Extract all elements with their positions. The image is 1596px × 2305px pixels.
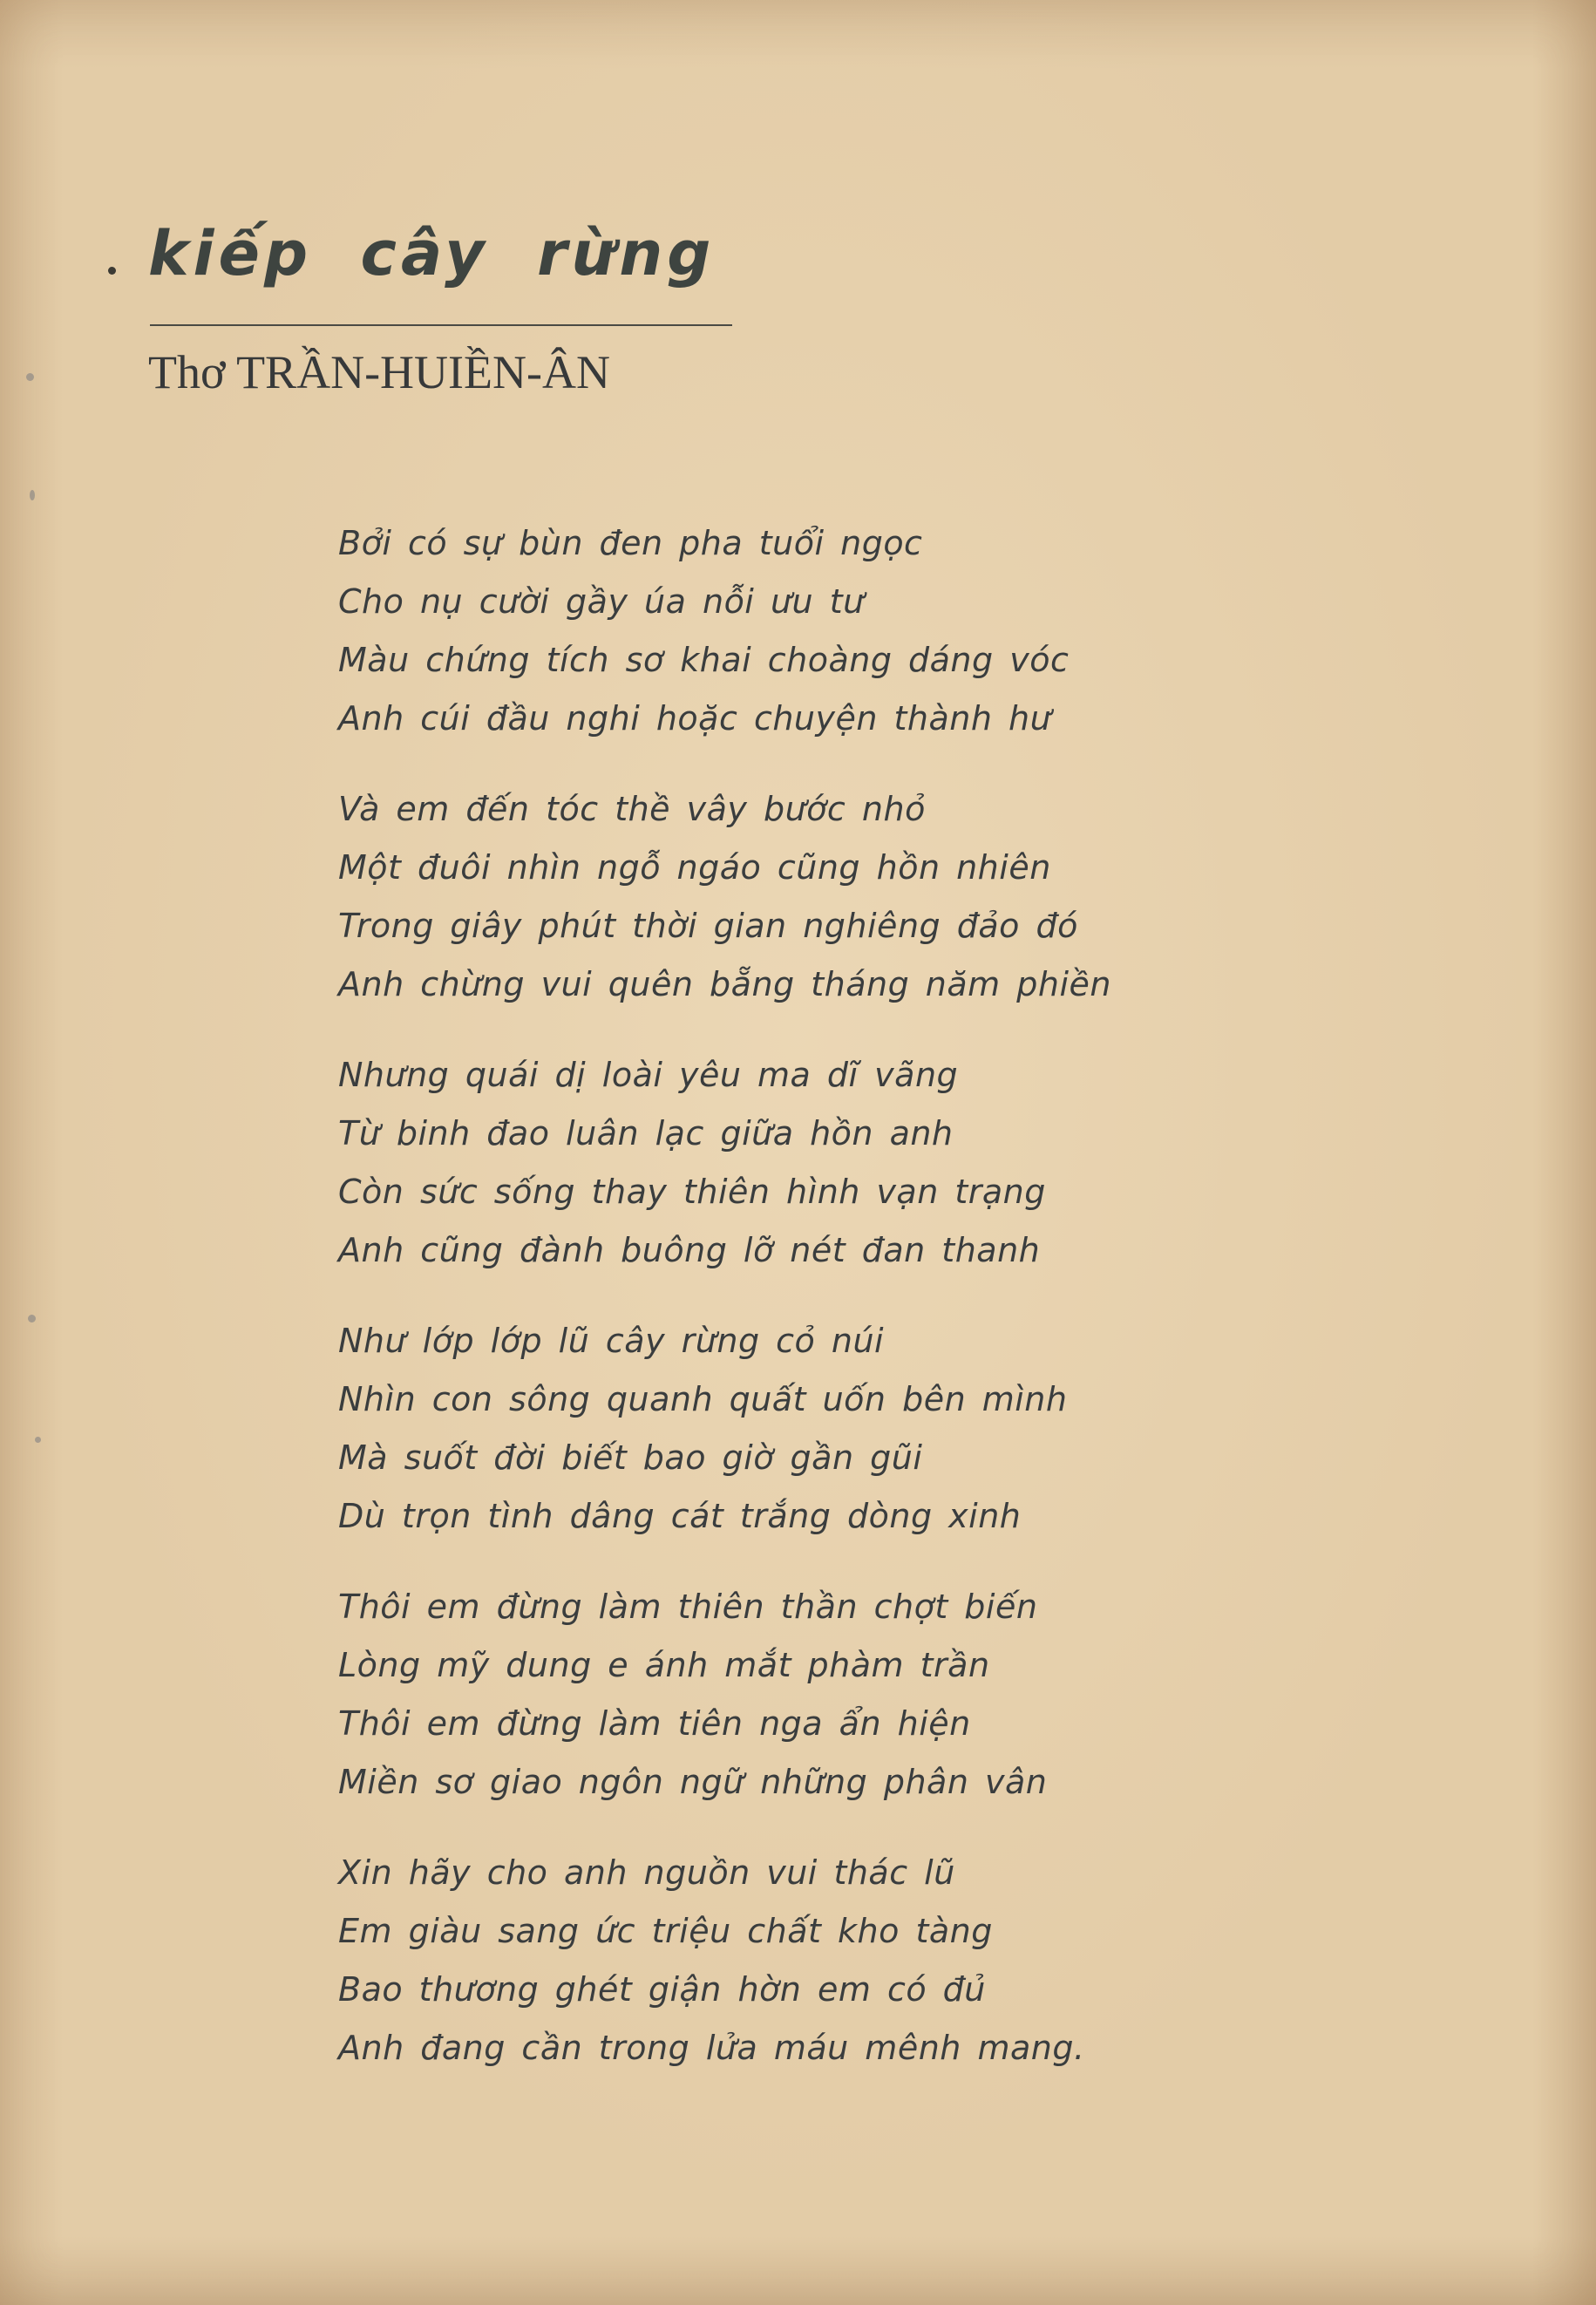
poem-line: Mà suốt đời biết bao giờ gần gũi xyxy=(338,1438,923,1477)
poem-line: Còn sức sống thay thiên hình vạn trạng xyxy=(338,1173,1046,1211)
poem-line: Anh đang cần trong lửa máu mênh mang. xyxy=(338,2029,1085,2067)
stanza xyxy=(338,1046,1210,1280)
poem-line: Thôi em đừng làm thiên thần chợt biến xyxy=(338,1588,1038,1626)
poem-line: Cho nụ cười gầy úa nỗi ưu tư xyxy=(338,582,865,621)
poem-line: Thôi em đừng làm tiên nga ẩn hiện xyxy=(338,1704,971,1743)
poem-line: Bởi có sự bùn đen pha tuổi ngọc xyxy=(338,524,923,562)
paper-speck xyxy=(26,373,34,381)
stanza xyxy=(338,780,1210,1014)
poem-byline: Thơ TRẦN-HUIỀN-ÂN xyxy=(148,346,610,398)
poem-line: Xin hãy cho anh nguồn vui thác lũ xyxy=(338,1853,955,1892)
poem-line: Trong giây phút thời gian nghiêng đảo đó xyxy=(338,907,1078,945)
poem-line: Nhìn con sông quanh quất uốn bên mình xyxy=(338,1380,1068,1418)
stanza xyxy=(338,1578,1210,1812)
stanza xyxy=(338,1844,1210,2077)
poem-body xyxy=(338,514,1210,2110)
poem-line: Bao thương ghét giận hờn em có đủ xyxy=(338,1970,986,2009)
stanza xyxy=(338,514,1210,748)
title-underline xyxy=(150,324,732,326)
paper-speck xyxy=(35,1437,41,1443)
poem-line: Em giàu sang ức triệu chất kho tàng xyxy=(338,1912,993,1950)
poem-line: Anh chừng vui quên bẵng tháng năm phiền xyxy=(338,965,1111,1003)
poem-line: Màu chứng tích sơ khai choàng dáng vóc xyxy=(338,641,1070,679)
poem-line: Miền sơ giao ngôn ngữ những phân vân xyxy=(338,1763,1048,1801)
stanza xyxy=(338,1312,1210,1546)
paper-speck xyxy=(30,490,35,500)
poem-line: Một đuôi nhìn ngỗ ngáo cũng hồn nhiên xyxy=(338,848,1051,887)
poem-line: Như lớp lớp lũ cây rừng cỏ núi xyxy=(338,1322,885,1360)
poem-line: Anh cúi đầu nghi hoặc chuyện thành hư xyxy=(338,699,1052,738)
poem-title: kiếp cây rừng xyxy=(148,218,716,289)
poem-line: Anh cũng đành buông lỡ nét đan thanh xyxy=(338,1231,1041,1269)
paper-speck xyxy=(28,1315,36,1322)
poem-line: Lòng mỹ dung e ánh mắt phàm trần xyxy=(338,1646,990,1684)
poem-line: Dù trọn tình dâng cát trắng dòng xinh xyxy=(338,1497,1022,1535)
title-bullet xyxy=(108,267,116,275)
poem-line: Từ binh đao luân lạc giữa hồn anh xyxy=(338,1114,954,1152)
poem-line: Và em đến tóc thề vây bước nhỏ xyxy=(338,790,926,828)
poem-line: Nhưng quái dị loài yêu ma dĩ vãng xyxy=(338,1056,959,1094)
